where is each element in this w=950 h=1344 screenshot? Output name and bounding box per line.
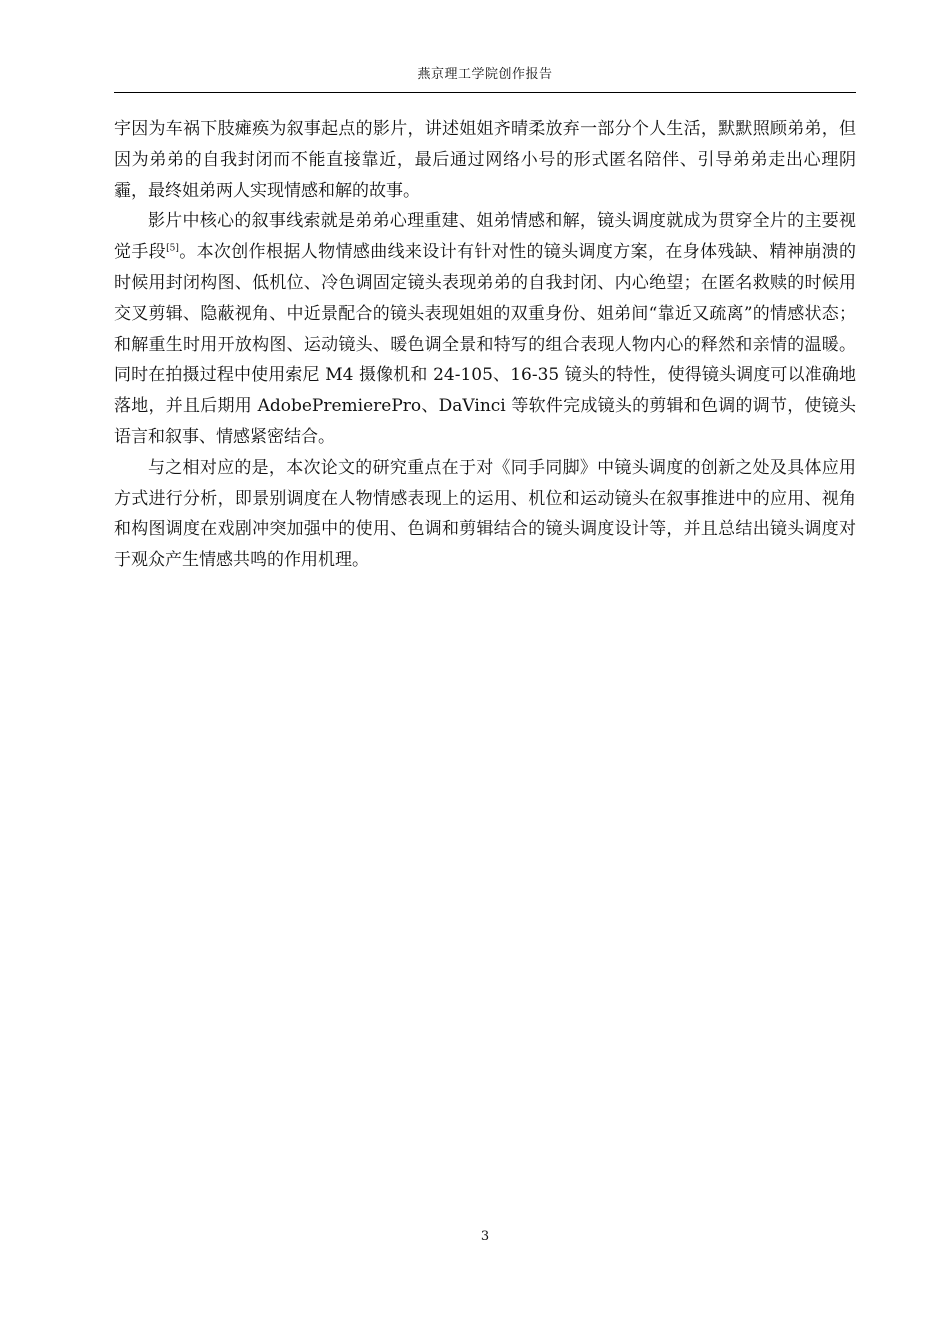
running-header: 燕京理工学院创作报告: [417, 67, 553, 82]
paragraph-1-text: 宇因为车祸下肢瘫痪为叙事起点的影片，讲述姐姐齐晴柔放弃一部分个人生活，默默照顾弟弟，但因为弟弟的自我封闭而不能直接靠近，最后通过网络小号的形式匿名陪伴、引导弟弟走出心理阴霾，最终姐弟两人实现情感和解的故事。: [114, 119, 856, 201]
paragraph-1: [114, 114, 856, 206]
paragraph-3: [114, 453, 856, 576]
paragraph-2: [114, 206, 856, 452]
body-text: [114, 114, 856, 576]
paragraph-2-text-end: 。本次创作根据人物情感曲线来设计有针对性的镜头调度方案，在身体残缺、精神崩溃的时候用封闭构图、低机位、冷色调固定镜头表现弟弟的自我封闭、内心绝望；在匿名救赎的时候用交叉剪辑、隐蔽视角、中近景配合的镜头表现姐姐的双重身份、姐弟间“靠近又疏离”的情感状态；和解重生时用开放构图、运动镜头、暖色调全景和特写的组合表现人物内心的释然和亲情的温暖。同时在拍摄过程中使用索尼 M4 摄像机和 24-105、16-35 镜头的特性，使得镜头调度可以准确地落地，并且后期用 AdobePremierePro、DaVinci 等软件完成镜头的剪辑和色调的调节，使镜头语言和叙事、情感紧密结合。: [114, 242, 857, 447]
page-number: 3: [480, 1229, 490, 1244]
header-rule: [114, 92, 856, 93]
citation-reference[interactable]: [5]: [166, 243, 179, 254]
paragraph-3-text: 与之相对应的是，本次论文的研究重点在于对《同手同脚》中镜头调度的创新之处及具体应用方式进行分析，即景别调度在人物情感表现上的运用、机位和运动镜头在叙事推进中的应用、视角和构图调度在戏剧冲突加强中的使用、色调和剪辑结合的镜头调度设计等，并且总结出镜头调度对于观众产生情感共鸣的作用机理。: [114, 457, 856, 571]
paragraph-2-text-start: 影片中核心的叙事线索就是弟弟心理重建、姐弟情感和解，镜头调度就成为贯穿全片的主要视觉手段: [114, 211, 856, 263]
